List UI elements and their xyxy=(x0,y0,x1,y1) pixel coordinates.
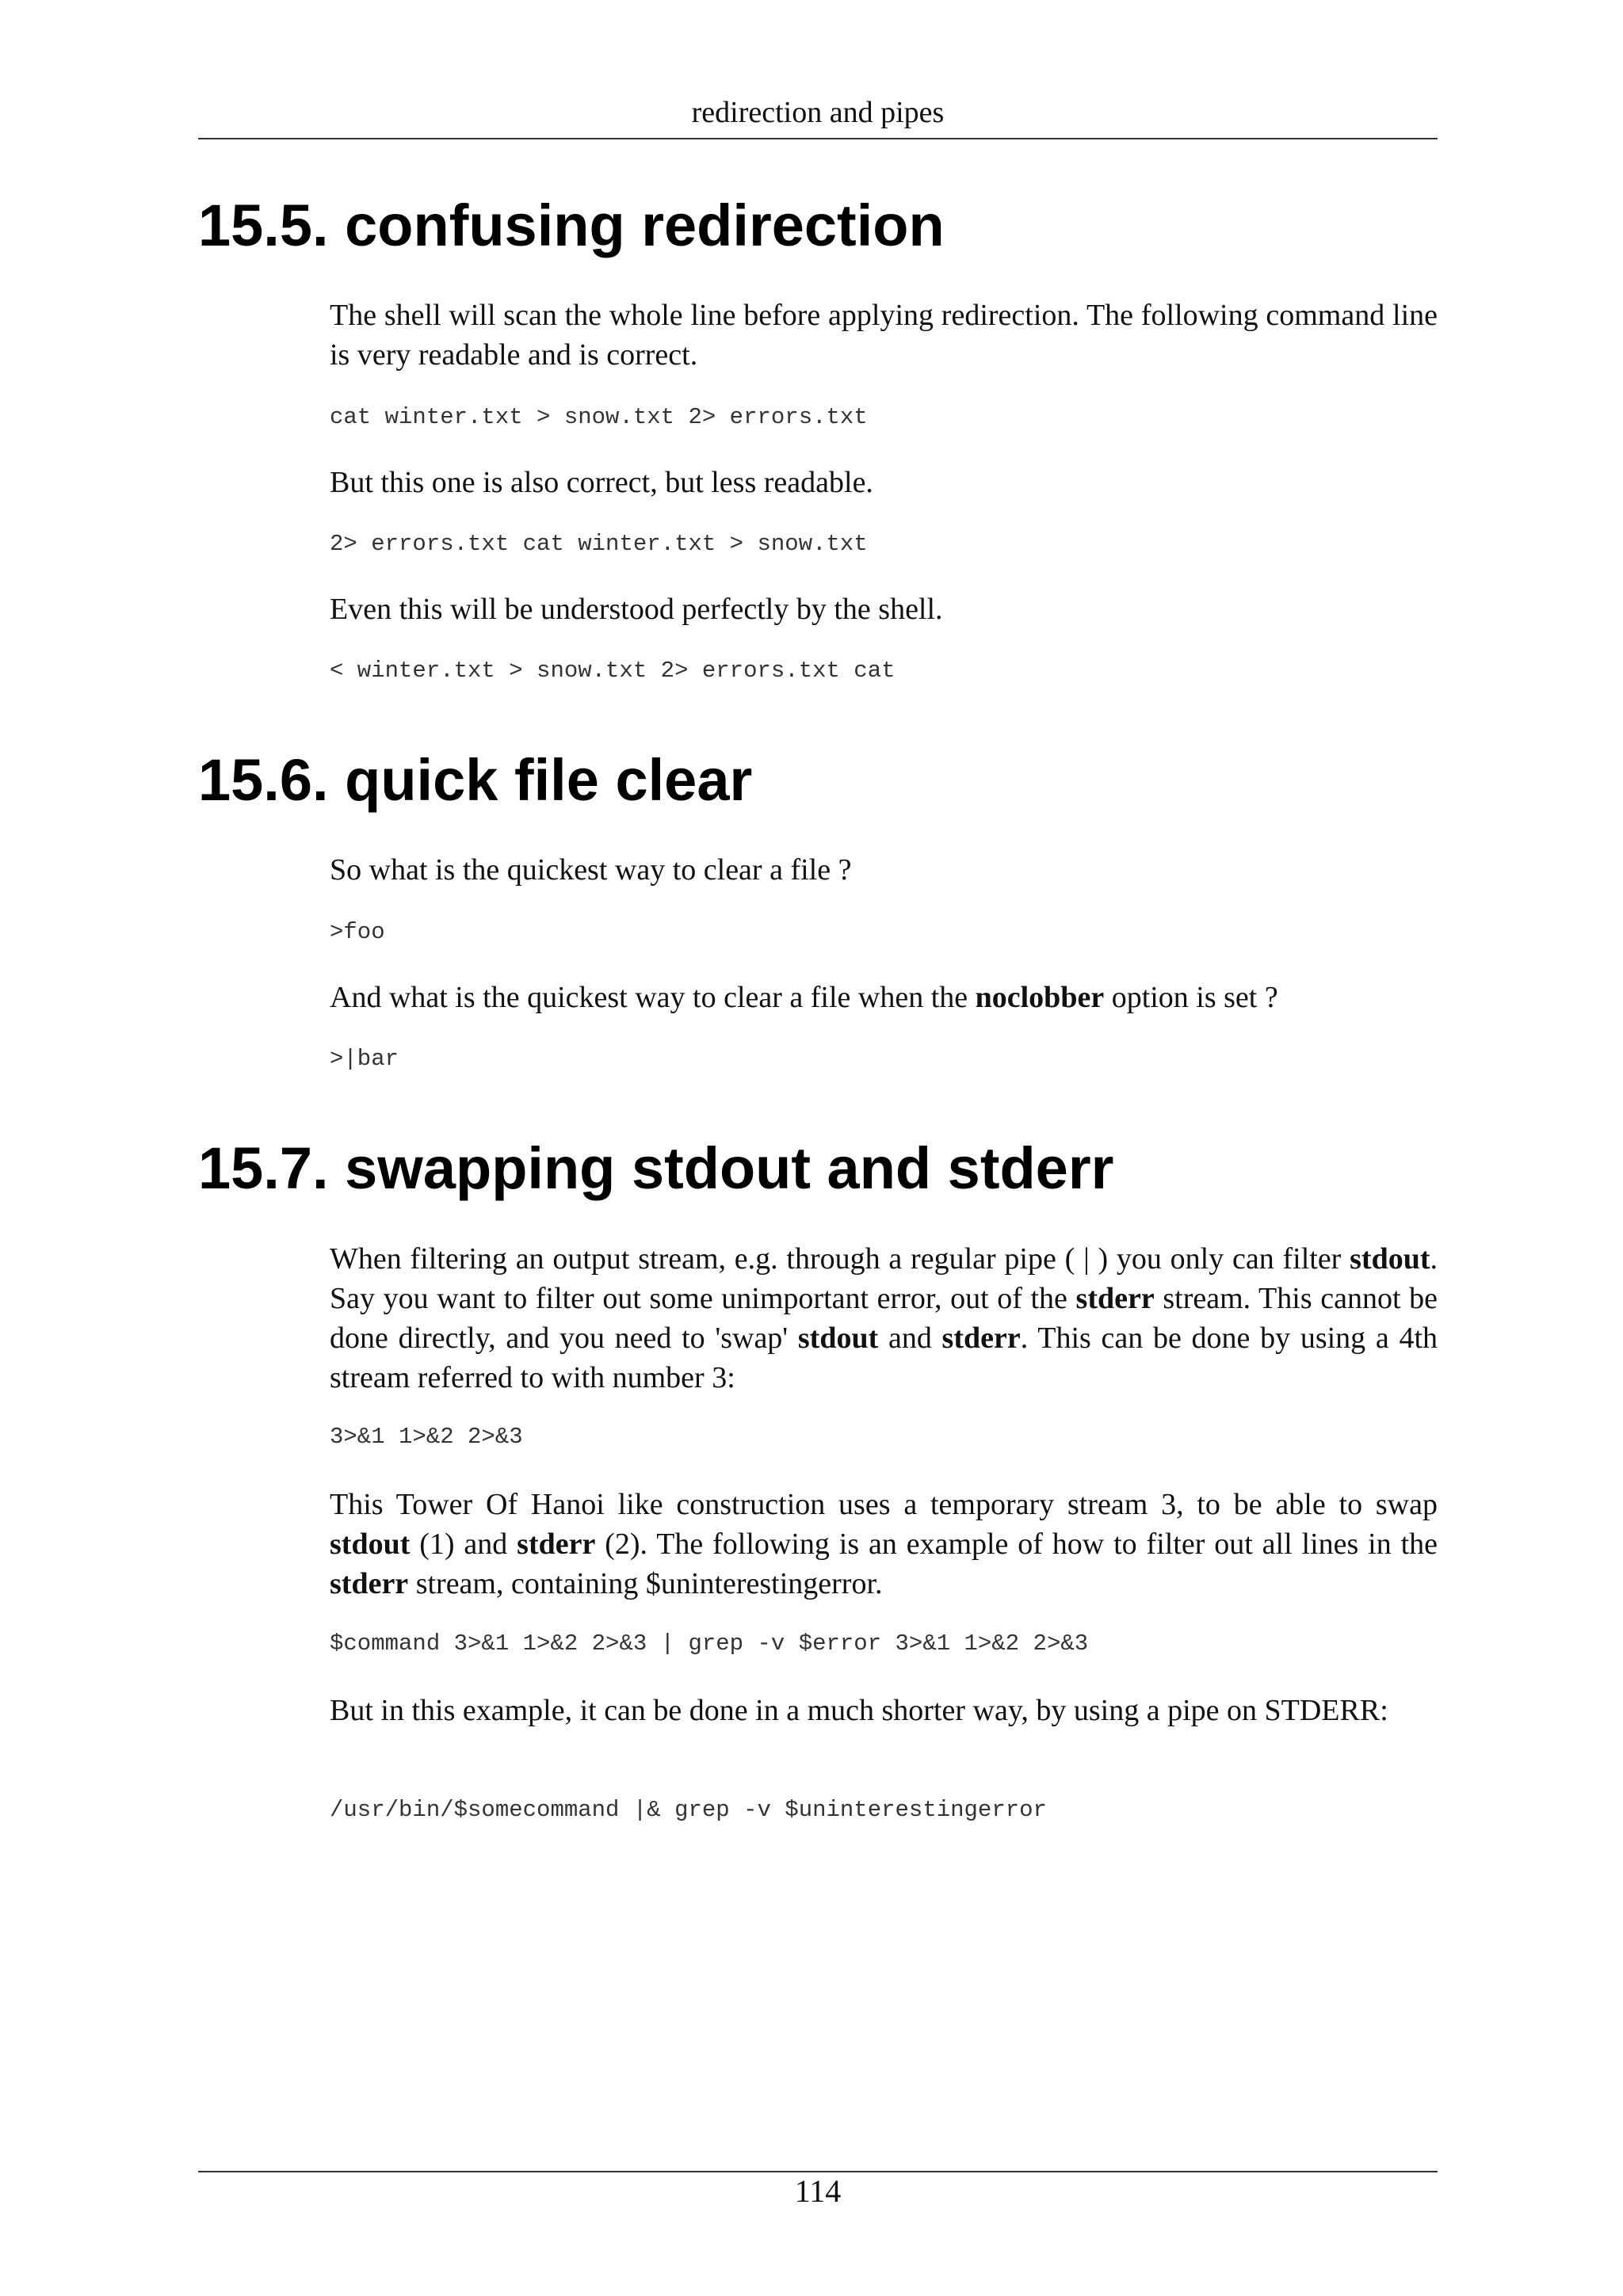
text-run: stream, containing $uninterestingerror. xyxy=(408,1567,883,1600)
text-run: . This can be done by using a 4th stream referred to with number 3: xyxy=(330,1322,1438,1394)
text-run: option is set ? xyxy=(1104,981,1278,1014)
bold-term-stderr: stderr xyxy=(941,1322,1021,1355)
code-sample-3: < winter.txt > snow.txt 2> errors.txt cat xyxy=(330,658,896,684)
text-run: When filtering an output stream, e.g. through a regular pipe ( | ) you only can filter xyxy=(330,1242,1350,1276)
text-run: (1) and xyxy=(410,1527,517,1561)
bold-term-stderr: stderr xyxy=(330,1567,409,1600)
section-title-15-7: 15.7. swapping stdout and stderr xyxy=(198,1135,1114,1201)
code-sample-bar: >|bar xyxy=(330,1046,399,1072)
bold-term-stderr: stderr xyxy=(1075,1282,1155,1315)
text-run: and xyxy=(878,1322,942,1355)
code-sample-swap: 3>&1 1>&2 2>&3 xyxy=(330,1424,523,1450)
paragraph-15-6-question: So what is the quickest way to clear a file ? xyxy=(330,853,852,887)
bold-term-stderr: stderr xyxy=(517,1527,596,1561)
code-sample-grep-filter: $command 3>&1 1>&2 2>&3 | grep -v $error 3>&1 1>&2 2>&3 xyxy=(330,1630,1089,1657)
code-sample-2: 2> errors.txt cat winter.txt > snow.txt xyxy=(330,531,868,557)
text-run: . Say you want to filter out some unimportant error, out of the xyxy=(330,1242,1438,1315)
running-header: redirection and pipes xyxy=(691,96,945,129)
text-run: stream. This cannot be done directly, and you need to 'swap' xyxy=(330,1282,1438,1355)
text-run: (2). The following is an example of how to filter out all lines in the xyxy=(595,1527,1438,1561)
page-number: 114 xyxy=(794,2173,842,2209)
paragraph-15-5-second: But this one is also correct, but less readable. xyxy=(330,466,873,499)
paragraph-15-5-intro: The shell will scan the whole line before applying redirection. The following command line is very readable and is correct. xyxy=(330,299,1438,372)
text-run: This Tower Of Hanoi like construction uses a temporary stream 3, to be able to swap xyxy=(330,1488,1438,1521)
code-sample-pipe-stderr: /usr/bin/$somecommand |& grep -v $uninterestingerror xyxy=(330,1797,1047,1823)
bold-term-noclobber: noclobber xyxy=(975,981,1105,1014)
header-rule xyxy=(198,138,1438,139)
paragraph-15-7-hanoi xyxy=(330,1485,1438,1604)
paragraph-15-6-noclobber xyxy=(330,978,1438,1017)
code-sample-foo: >foo xyxy=(330,919,385,945)
section-title-15-5: 15.5. confusing redirection xyxy=(198,193,945,258)
code-sample-1: cat winter.txt > snow.txt 2> errors.txt xyxy=(330,404,868,430)
paragraph-15-7-shorter: But in this example, it can be done in a much shorter way, by using a pipe on STDERR: xyxy=(330,1694,1388,1727)
bold-term-stdout: stdout xyxy=(330,1527,411,1561)
paragraph-15-5-third: Even this will be understood perfectly by the shell. xyxy=(330,593,943,626)
bold-term-stdout: stdout xyxy=(1350,1242,1430,1276)
paragraph-15-7-intro xyxy=(330,1239,1438,1398)
bold-term-stdout: stdout xyxy=(797,1322,879,1355)
text-run: And what is the quickest way to clear a file when the xyxy=(330,981,976,1014)
section-title-15-6: 15.6. quick file clear xyxy=(198,747,753,813)
